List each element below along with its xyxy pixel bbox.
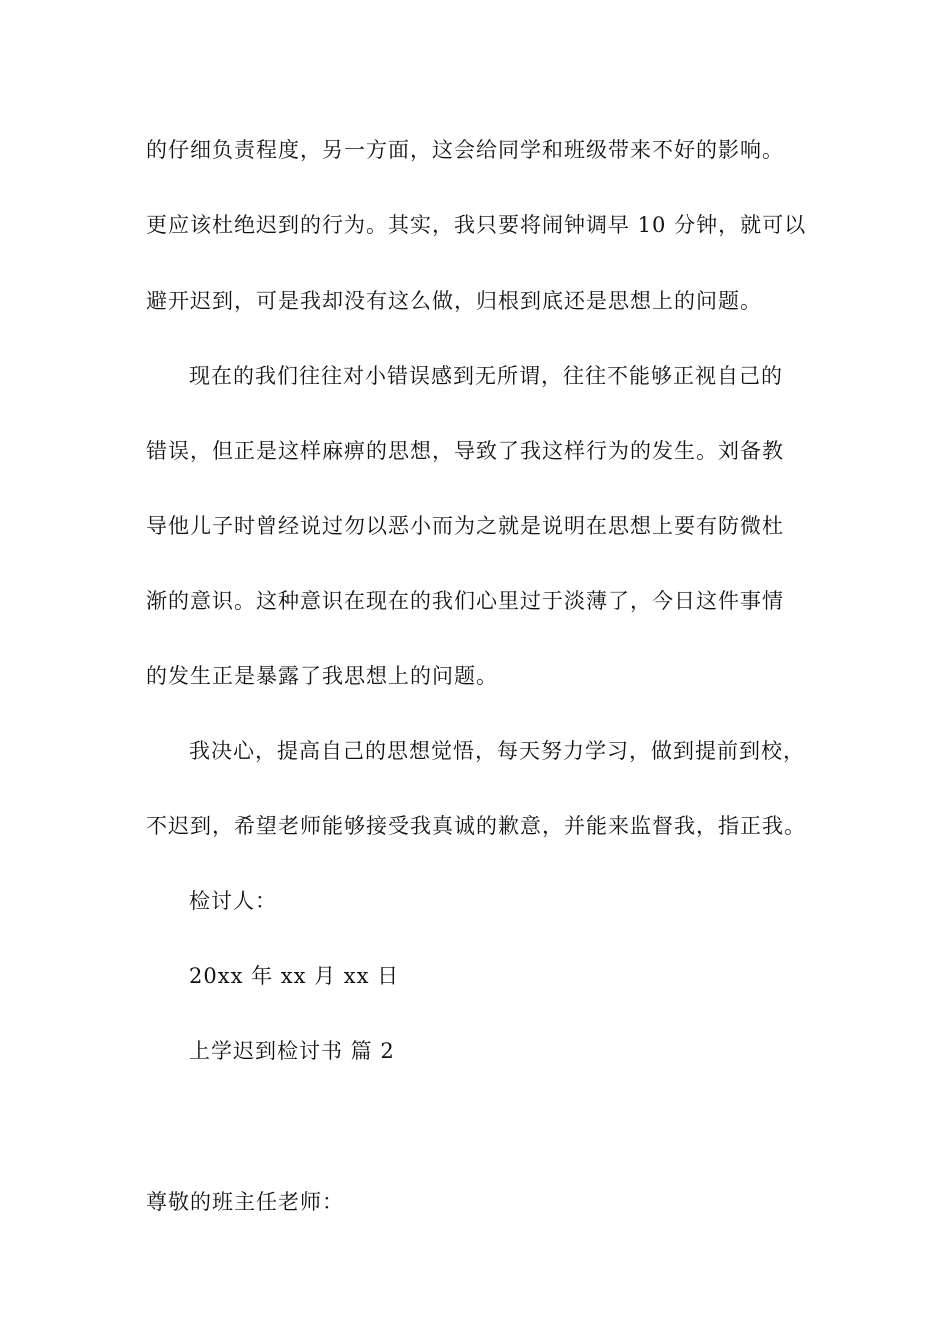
paragraph-line: 的仔细负责程度，另一方面，这会给同学和班级带来不好的影响。 [146, 138, 784, 162]
paragraph-line: 错误，但正是这样麻痹的思想，导致了我这样行为的发生。刘备教 [146, 439, 784, 463]
signature-label: 检讨人： [189, 889, 277, 913]
paragraph-line: 导他儿子时曾经说过勿以恶小而为之就是说明在思想上要有防微杜 [146, 514, 784, 538]
section-title: 上学迟到检讨书 篇 2 [189, 1039, 395, 1063]
paragraph-line: 渐的意识。这种意识在现在的我们心里过于淡薄了，今日这件事情 [146, 589, 784, 613]
paragraph-line: 现在的我们往往对小错误感到无所谓，往往不能够正视自己的 [189, 364, 783, 388]
date-line: 20xx 年 xx 月 xx 日 [189, 964, 400, 988]
paragraph-line: 不迟到，希望老师能够接受我真诚的歉意，并能来监督我，指正我。 [146, 814, 806, 838]
paragraph-line: 的发生正是暴露了我思想上的问题。 [146, 664, 498, 688]
paragraph-line: 避开迟到，可是我却没有这么做，归根到底还是思想上的问题。 [146, 289, 762, 313]
paragraph-line: 更应该杜绝迟到的行为。其实，我只要将闹钟调早 10 分钟，就可以 [146, 213, 807, 237]
salutation: 尊敬的班主任老师： [146, 1190, 344, 1214]
paragraph-line: 我决心，提高自己的思想觉悟，每天努力学习，做到提前到校， [189, 739, 805, 763]
